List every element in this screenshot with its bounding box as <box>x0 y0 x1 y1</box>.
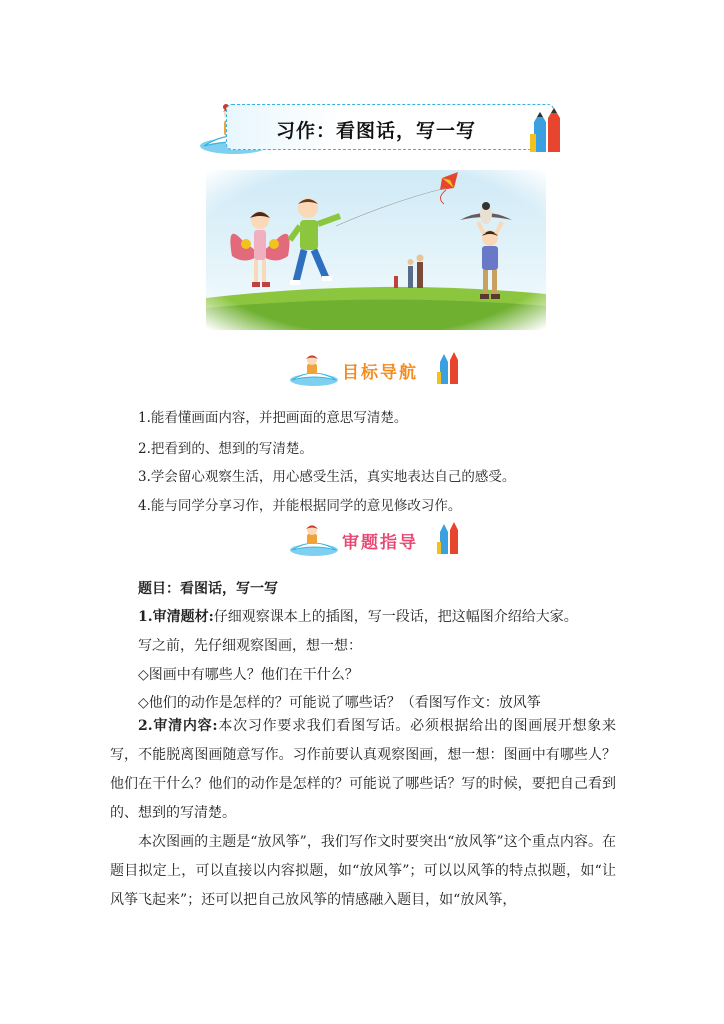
goals-section-header <box>288 350 478 390</box>
question-2: ◇他们的动作是怎样的？可能说了哪些话？（看图写作文：放风筝 <box>138 695 541 711</box>
reading-child-icon <box>288 522 340 558</box>
step-2-paragraph <box>110 712 616 828</box>
step-1-text: 仔细观察课本上的插图，写一段话，把这幅图介绍给大家。 <box>213 609 578 625</box>
topic-line: 题目：看图话，写一写 <box>138 581 278 597</box>
pencils-icon <box>436 522 462 554</box>
pencils-icon <box>526 106 566 154</box>
title-banner <box>196 102 566 158</box>
goal-item-4: 4.能与同学分享习作，并能根据同学的意见修改习作。 <box>138 498 462 514</box>
kite-flying-illustration <box>206 170 546 330</box>
pencils-icon <box>436 352 462 384</box>
theme-paragraph: 本次图画的主题是“放风筝”，我们写作文时要突出“放风筝”这个重点内容。在题目拟定上，可以直接以内容拟题，如“放风筝”；可以以风筝的特点拟题，如“让风筝飞起来”；还可以把自己放风筝的情感融入题目，如“放风筝， <box>110 834 616 908</box>
step-2-text: 本次习作要求我们看图写话。必须根据给出的图画展开想象来写，不能脱离图画随意写作。习作前要认真观察图画，想一想：图画中有哪些人？他们在干什么？他们的动作是怎样的？可能说了哪些话？写的时候，要把自己看到的、想到的写清楚。 <box>110 718 616 821</box>
goal-item-2: 2.把看到的、想到的写清楚。 <box>138 441 313 457</box>
page-title: 习作：看图话，写一写 <box>276 120 477 142</box>
step-1 <box>138 606 578 626</box>
before-writing-line: 写之前，先仔细观察图画，想一想： <box>138 638 362 654</box>
goals-heading: 目标导航 <box>342 363 418 383</box>
reading-child-icon <box>288 352 340 388</box>
step-1-label: 1.审清题材: <box>138 609 214 625</box>
guide-heading: 审题指导 <box>342 533 418 553</box>
guide-section-header <box>288 520 478 560</box>
goal-item-3: 3.学会留心观察生活，用心感受生活，真实地表达自己的感受。 <box>138 469 516 485</box>
goal-item-1: 1.能看懂画面内容，并把画面的意思写清楚。 <box>138 410 408 426</box>
question-1: ◇图画中有哪些人？他们在干什么？ <box>138 667 359 683</box>
step-2-label: 2.审清内容: <box>138 718 218 734</box>
